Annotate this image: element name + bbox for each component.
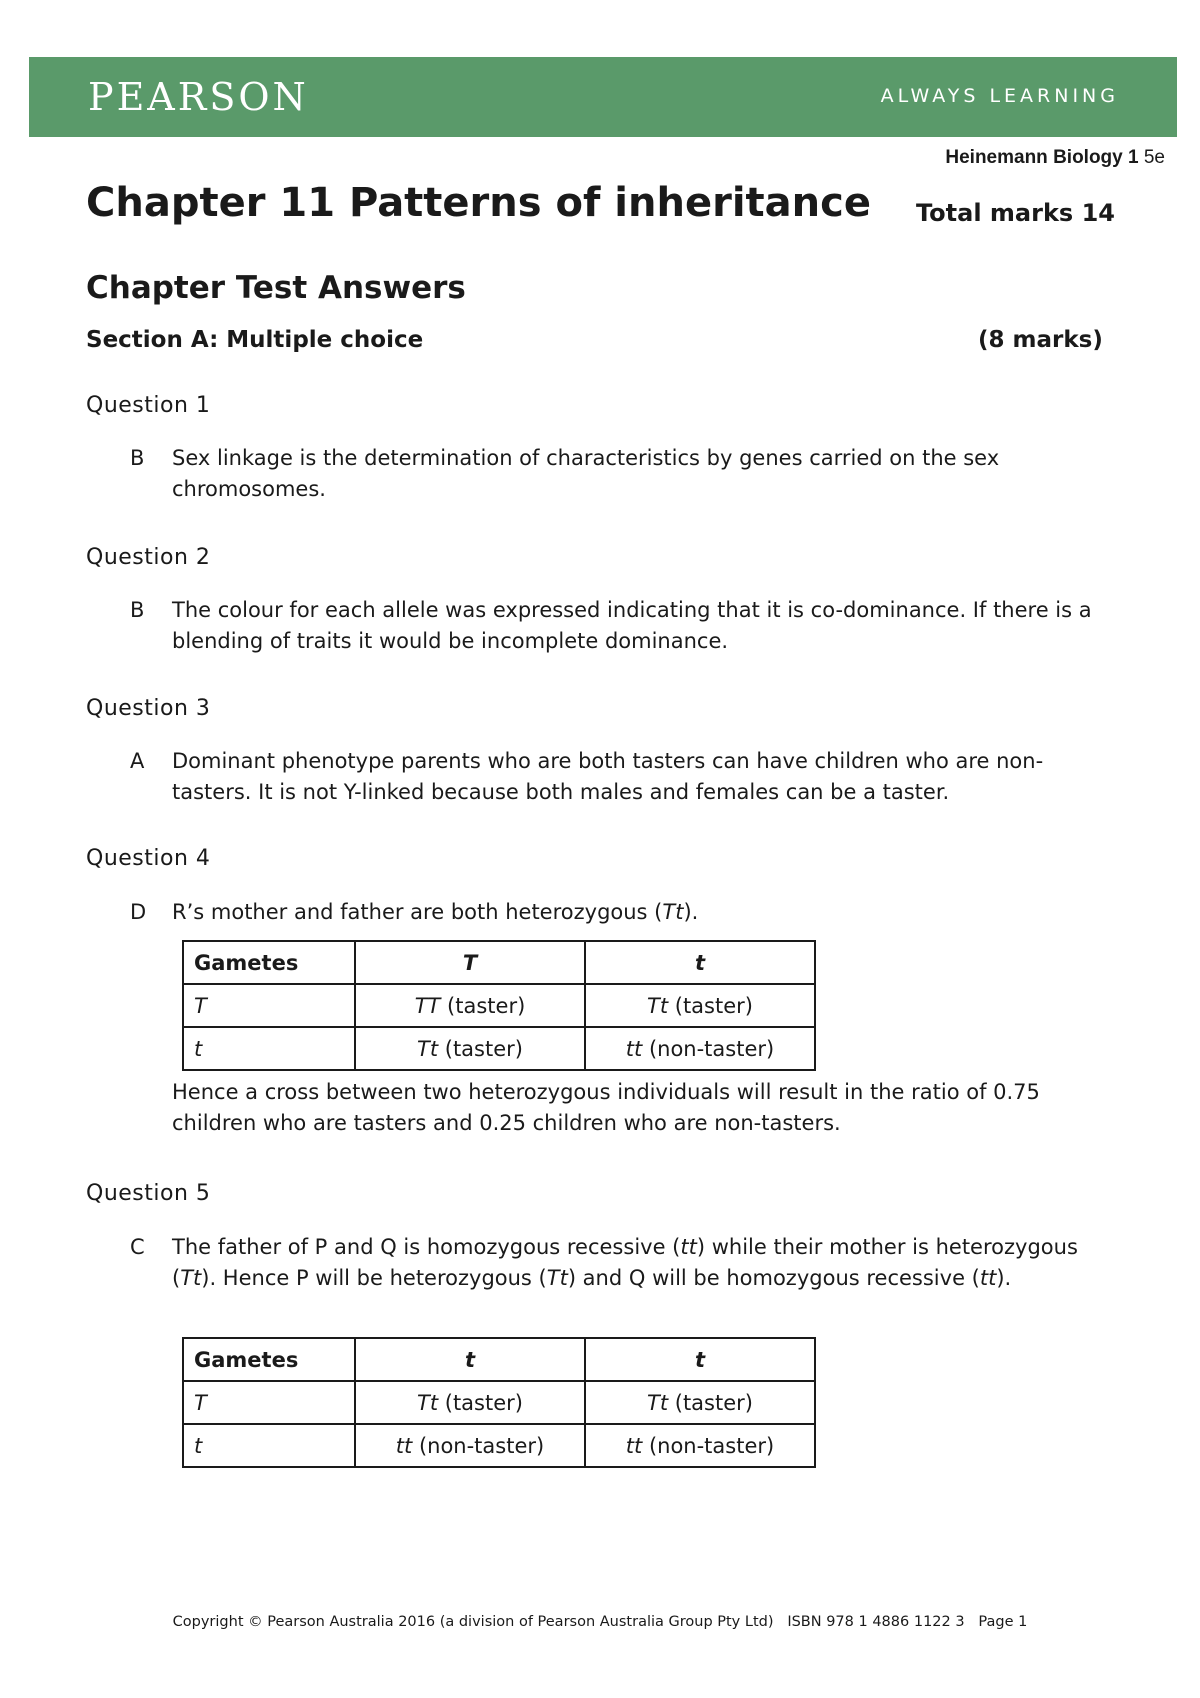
question-4-explanation: Hence a cross between two heterozygous individuals will result in the ratio of 0.75 children who are tasters and 0.25 children who are non-tasters. [172, 1080, 1040, 1135]
tagline: ALWAYS LEARNING [880, 85, 1119, 107]
table-header-cell: T [355, 941, 585, 984]
table-cell: t [183, 1424, 355, 1467]
table-row [183, 1381, 815, 1424]
question-2-answer-text: The colour for each allele was expressed indicating that it is co-dominance. If there is a blending of traits it would be incomplete dominance. [172, 598, 1092, 653]
book-name: Heinemann Biology 1 [945, 147, 1139, 168]
question-2-answer-letter: B [130, 598, 145, 622]
table-header-cell: t [585, 941, 815, 984]
table-header-row [183, 941, 815, 984]
pearson-logo: PEARSON [88, 75, 309, 119]
isbn-text: ISBN 978 1 4886 1122 3 [787, 1614, 965, 1630]
book-edition: 5e [1143, 147, 1165, 168]
table-cell: T [183, 1381, 355, 1424]
book-reference [945, 147, 1165, 169]
punnett-square-q5 [182, 1337, 816, 1468]
table-cell: t [183, 1027, 355, 1070]
table-row [183, 1424, 815, 1467]
header-banner [29, 57, 1177, 137]
table-header-cell: t [355, 1338, 585, 1381]
table-row [183, 1027, 815, 1070]
page-number: Page 1 [978, 1614, 1028, 1630]
table-row [183, 984, 815, 1027]
table-header-cell: Gametes [183, 941, 355, 984]
question-2-label: Question 2 [86, 545, 211, 570]
table-header-cell: t [585, 1338, 815, 1381]
table-cell: Tt (taster) [585, 1381, 815, 1424]
question-5-label: Question 5 [86, 1181, 211, 1206]
page-subtitle: Chapter Test Answers [86, 270, 466, 306]
section-title: Section A: Multiple choice [86, 327, 424, 353]
question-5-answer-text: The father of P and Q is homozygous recessive (tt) while their mother is heterozygous (Tt). Hence P will be heterozygous (Tt) and Q will be homozygous recessive (tt). [172, 1235, 1078, 1290]
question-4-answer-letter: D [130, 900, 147, 924]
table-header-cell: Gametes [183, 1338, 355, 1381]
page-footer [0, 1614, 1200, 1630]
table-cell: tt (non-taster) [585, 1424, 815, 1467]
copyright-text: Copyright © Pearson Australia 2016 (a division of Pearson Australia Group Pty Ltd) [172, 1614, 774, 1630]
table-cell: T [183, 984, 355, 1027]
table-cell: Tt (taster) [355, 1027, 585, 1070]
table-cell: Tt (taster) [585, 984, 815, 1027]
table-cell: tt (non-taster) [355, 1424, 585, 1467]
question-1-label: Question 1 [86, 393, 211, 418]
table-cell: Tt (taster) [355, 1381, 585, 1424]
question-4-label: Question 4 [86, 846, 211, 871]
question-1-answer-letter: B [130, 446, 145, 470]
question-4-answer-text: R’s mother and father are both heterozygous (Tt). [172, 900, 699, 924]
question-1-answer-text: Sex linkage is the determination of characteristics by genes carried on the sex chromosomes. [172, 446, 1000, 501]
table-header-row [183, 1338, 815, 1381]
question-3-label: Question 3 [86, 696, 211, 721]
question-3-answer-text: Dominant phenotype parents who are both tasters can have children who are non-tasters. It is not Y-linked because both males and females can be a taster. [172, 749, 1044, 804]
question-5-answer-letter: C [130, 1235, 145, 1259]
total-marks: Total marks 14 [916, 199, 1115, 227]
question-3-answer-letter: A [130, 749, 145, 773]
table-cell: tt (non-taster) [585, 1027, 815, 1070]
table-cell: TT (taster) [355, 984, 585, 1027]
section-marks: (8 marks) [978, 327, 1103, 353]
punnett-square-q4 [182, 940, 816, 1071]
chapter-title: Chapter 11 Patterns of inheritance [86, 180, 871, 226]
